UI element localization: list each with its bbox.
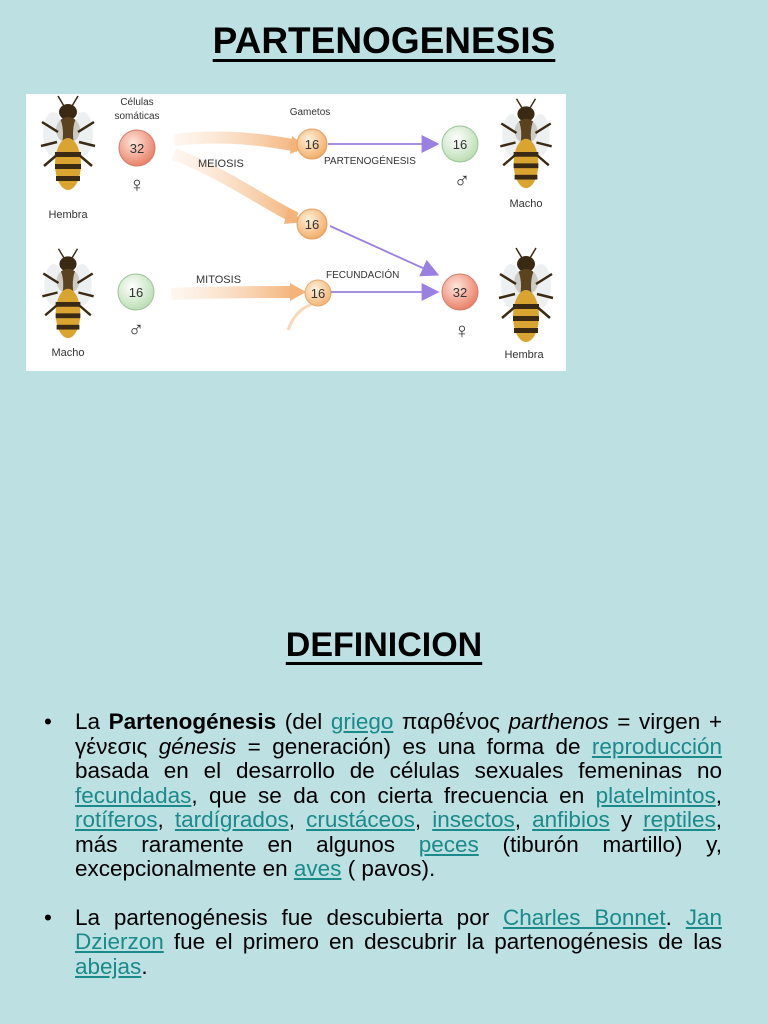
text-run: .: [141, 953, 148, 979]
cell-offspring-female-count: 32: [452, 285, 468, 300]
text-run: = virgen + γένεσις: [75, 709, 722, 759]
link-aves[interactable]: aves: [293, 856, 342, 881]
definition-bullet: [44, 710, 722, 882]
term-italic: génesis: [158, 733, 237, 759]
mitosis-arrow: [171, 292, 294, 294]
term-bold: Partenogénesis: [108, 709, 277, 734]
page-title-text: PARTENOGENESIS: [212, 20, 556, 61]
gamete-wisp: [288, 304, 312, 330]
link-tardigrados[interactable]: tardígrados: [174, 807, 289, 832]
text-run: La partenogénesis fue descubierta por: [75, 904, 503, 930]
link-reptiles[interactable]: reptiles: [643, 807, 716, 832]
label-meiosis: MEIOSIS: [198, 158, 244, 170]
text-run: ( pavos).: [341, 856, 436, 881]
definition-list: [44, 710, 722, 979]
link-fecundadas[interactable]: fecundadas: [75, 782, 192, 808]
cell-gamete-top-count: 16: [304, 137, 320, 152]
link-abejas[interactable]: abejas: [75, 953, 142, 979]
label-celulas: Células: [120, 97, 154, 108]
link-anfibios[interactable]: anfibios: [532, 807, 610, 832]
text-run: ,: [288, 807, 307, 832]
cell-offspring-male-count: 16: [452, 137, 468, 152]
label-mitosis: MITOSIS: [196, 274, 242, 286]
label-hembra-top: Hembra: [48, 209, 88, 221]
fecundation-arrow-top: [330, 226, 436, 274]
cell-female-somatic-count: 32: [129, 141, 145, 156]
link-insectos[interactable]: insectos: [432, 807, 515, 832]
link-griego[interactable]: griego: [330, 709, 394, 734]
text-run: y: [609, 807, 644, 832]
bee-icon: [42, 249, 93, 338]
cell-male-somatic-count: 16: [128, 285, 144, 300]
text-run: (tiburón martillo) y, excepcionalmente en: [75, 831, 722, 881]
link-platelmintos[interactable]: platelmintos: [595, 782, 716, 808]
female-symbol-icon: ♀: [453, 318, 471, 343]
link-charles-bonnet[interactable]: Charles Bonnet: [503, 904, 666, 930]
text-run: (del: [276, 709, 331, 734]
text-run: , más raramente en algunos: [75, 807, 722, 857]
label-macho-top: Macho: [509, 198, 543, 210]
male-symbol-icon: ♂: [127, 317, 145, 342]
discovery-bullet: [44, 906, 722, 980]
link-reproduccion[interactable]: reproducción: [591, 733, 722, 759]
bee-reproduction-diagram: [26, 94, 566, 371]
text-run: , que se da con cierta frecuencia en: [191, 782, 596, 808]
text-run: ,: [715, 782, 722, 808]
label-fecundacion: FECUNDACIÓN: [326, 270, 400, 281]
cell-gamete-mid-count: 16: [304, 217, 320, 232]
link-crustaceos[interactable]: crustáceos: [306, 807, 415, 832]
section-heading: [0, 626, 768, 665]
text-run: = generación) es una forma de: [236, 733, 592, 759]
term-italic: parthenos: [508, 709, 609, 734]
label-partenogenesis: PARTENOGÉNESIS: [324, 156, 416, 167]
section-heading-text: DEFINICION: [285, 626, 483, 664]
text-run: ,: [157, 807, 175, 832]
text-run: La: [75, 709, 109, 734]
bee-icon: [500, 99, 551, 188]
bullet-icon: •: [44, 709, 52, 734]
text-run: ,: [514, 807, 533, 832]
text-run: fue el primero en descubrir la partenogénesis de las: [163, 929, 722, 954]
bee-icon: [41, 96, 95, 190]
label-gametos: Gametos: [289, 107, 331, 118]
female-symbol-icon: ♀: [128, 172, 146, 197]
label-macho-bottom: Macho: [51, 347, 85, 359]
male-symbol-icon: ♂: [453, 168, 471, 193]
meiosis-arrow: [174, 138, 298, 146]
label-somaticas: somáticas: [114, 111, 160, 122]
text-run: ,: [414, 807, 433, 832]
label-hembra-bottom: Hembra: [504, 349, 544, 361]
bee-icon: [499, 248, 553, 342]
cell-gamete-bottom-count: 16: [310, 286, 326, 301]
text-run: .: [665, 904, 686, 930]
mitosis-arrow-head: [290, 283, 306, 301]
link-jan-dzierzon[interactable]: Jan Dzierzon: [75, 904, 722, 954]
diagram-svg: [26, 94, 566, 371]
page-title: [0, 20, 768, 62]
bullet-icon: •: [44, 904, 52, 930]
text-run: παρθένος: [393, 709, 509, 734]
link-rotiferos[interactable]: rotíferos: [75, 807, 158, 832]
text-run: basada en el desarrollo de células sexuales femeninas no: [75, 758, 722, 783]
link-peces[interactable]: peces: [418, 831, 479, 857]
